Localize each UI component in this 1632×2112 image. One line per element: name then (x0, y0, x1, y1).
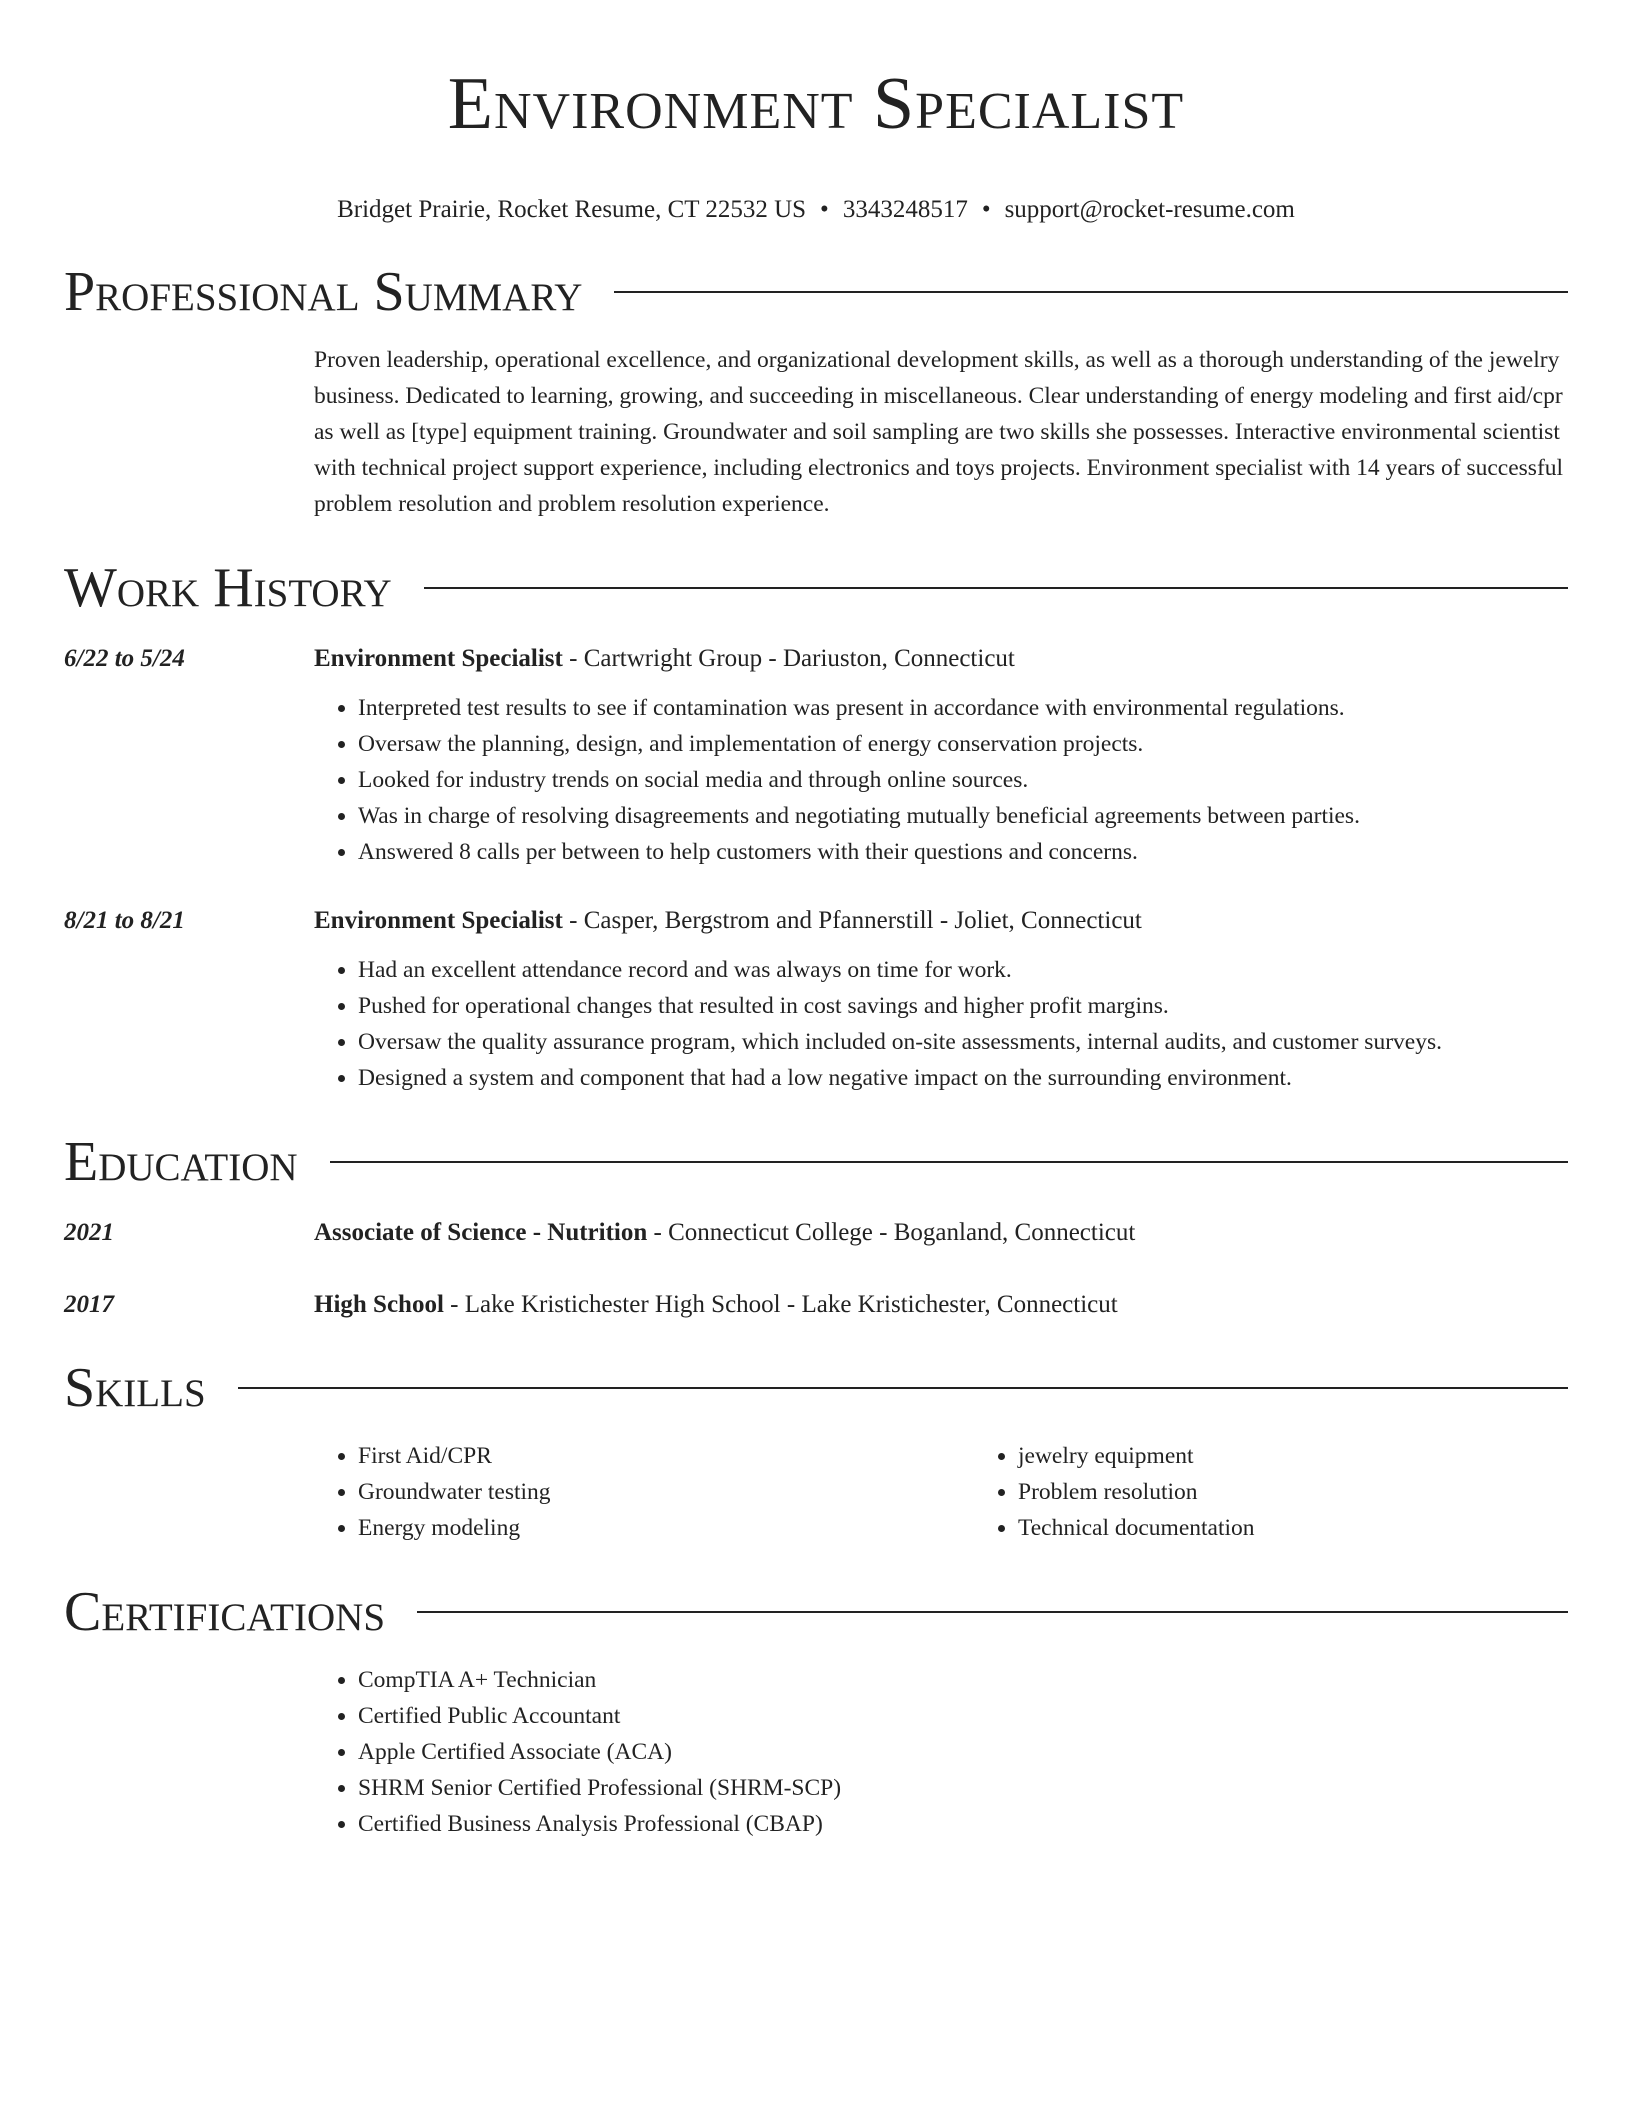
section-divider (614, 291, 1568, 293)
job-dates: 6/22 to 5/24 (64, 645, 185, 672)
education-body (314, 1216, 1568, 1250)
certifications-spacer (64, 1644, 314, 1842)
job-bullet: • Interpreted test results to see if contamination was present in accordance with environmental regulations. (358, 690, 1568, 726)
job-body (314, 904, 1568, 1096)
contact-separator: • (981, 196, 991, 223)
summary-spacer (64, 342, 314, 522)
skill-item: • Problem resolution (1018, 1474, 1632, 1510)
section-divider (330, 1161, 1568, 1163)
education-details: - Connecticut College - Boganland, Connecticut (647, 1219, 1136, 1246)
job-bullets (314, 690, 1568, 870)
certifications-section-header (64, 1580, 1568, 1644)
skills-section-header (64, 1356, 1568, 1420)
skills-row (64, 1420, 1568, 1546)
skill-item: • First Aid/CPR (358, 1438, 974, 1474)
summary-heading: Professional Summary (64, 261, 583, 323)
contact-email: support@rocket-resume.com (1004, 196, 1295, 223)
contact-line (64, 194, 1568, 226)
summary-row (64, 342, 1568, 522)
education-entry (64, 1288, 1568, 1322)
education-year: 2017 (64, 1291, 114, 1318)
education-year: 2021 (64, 1219, 114, 1246)
summary-section-header (64, 260, 1568, 324)
job-header (314, 642, 1568, 676)
job-bullet: • Designed a system and component that had a low negative impact on the surrounding environment. (358, 1060, 1568, 1096)
section-divider (417, 1611, 1568, 1613)
certification-item: • Certified Public Accountant (358, 1698, 1568, 1734)
section-divider (238, 1387, 1568, 1389)
certification-item: • CompTIA A+ Technician (358, 1662, 1568, 1698)
skill-item: • jewelry equipment (1018, 1438, 1632, 1474)
certification-item: • Apple Certified Associate (ACA) (358, 1734, 1568, 1770)
section-divider (424, 587, 1568, 589)
skills-spacer (64, 1420, 314, 1546)
skills-columns (314, 1438, 1632, 1546)
job-title: Environment Specialist (314, 645, 563, 672)
skills-list-left (314, 1438, 974, 1546)
skills-heading: Skills (64, 1357, 206, 1419)
job-bullet: • Had an excellent attendance record and was always on time for work. (358, 952, 1568, 988)
job-bullet: • Answered 8 calls per between to help customers with their questions and concerns. (358, 834, 1568, 870)
certifications-list (314, 1662, 1568, 1842)
certifications-heading: Certifications (64, 1581, 386, 1643)
summary-text: Proven leadership, operational excellence, and organizational development skills, as well as a thorough understanding of the jewelry business. Dedicated to learning, growing, and succeeding in miscellaneous. Clear understanding of energy modeling and first aid/cpr as well as [type] equipment training. Groundwater and soil sampling are two skills she possesses. Interactive environmental scientist with technical project support experience, including electronics and toys projects. Environment specialist with 14 years of successful problem resolution and problem resolution experience. (314, 347, 1564, 517)
contact-separator: • (820, 196, 829, 223)
skill-item: • Technical documentation (1018, 1510, 1632, 1546)
skill-item: • Energy modeling (358, 1510, 974, 1546)
contact-phone: 3343248517 (842, 196, 968, 223)
job-dates: 8/21 to 8/21 (64, 907, 185, 934)
education-heading: Education (64, 1131, 298, 1193)
job-header (314, 904, 1568, 938)
contact-address: Bridget Prairie, Rocket Resume, CT 22532 US (337, 196, 807, 223)
job-entry (64, 642, 1568, 870)
resume-name: Environment Specialist (447, 63, 1185, 145)
certifications-row (64, 1644, 1568, 1842)
job-bullet: • Looked for industry trends on social media and through online sources. (358, 762, 1568, 798)
job-details: - Casper, Bergstrom and Pfannerstill - Joliet, Connecticut (562, 907, 1142, 934)
certification-item: • SHRM Senior Certified Professional (SHRM-SCP) (358, 1770, 1568, 1806)
certifications-body (314, 1644, 1568, 1842)
job-details: - Cartwright Group - Dariuston, Connecticut (562, 645, 1015, 672)
job-bullet: • Pushed for operational changes that resulted in cost savings and higher profit margins. (358, 988, 1568, 1024)
job-body (314, 642, 1568, 870)
skills-list-right (974, 1438, 1632, 1546)
education-entry (64, 1216, 1568, 1250)
education-degree: Associate of Science - Nutrition (314, 1219, 648, 1246)
education-details: - Lake Kristichester High School - Lake Kristichester, Connecticut (443, 1291, 1118, 1318)
job-bullets (314, 952, 1568, 1096)
job-bullet: • Was in charge of resolving disagreements and negotiating mutually beneficial agreements between parties. (358, 798, 1568, 834)
job-bullet: • Oversaw the planning, design, and implementation of energy conservation projects. (358, 726, 1568, 762)
work-section-header (64, 556, 1568, 620)
job-title: Environment Specialist (314, 907, 563, 934)
education-section-header (64, 1130, 1568, 1194)
certification-item: • Certified Business Analysis Professional (CBAP) (358, 1806, 1568, 1842)
education-degree: High School (314, 1291, 444, 1318)
skill-item: • Groundwater testing (358, 1474, 974, 1510)
work-heading: Work History (64, 557, 392, 619)
job-bullet: • Oversaw the quality assurance program, which included on-site assessments, internal audits, and customer surveys. (358, 1024, 1568, 1060)
job-entry (64, 904, 1568, 1096)
education-body (314, 1288, 1568, 1322)
